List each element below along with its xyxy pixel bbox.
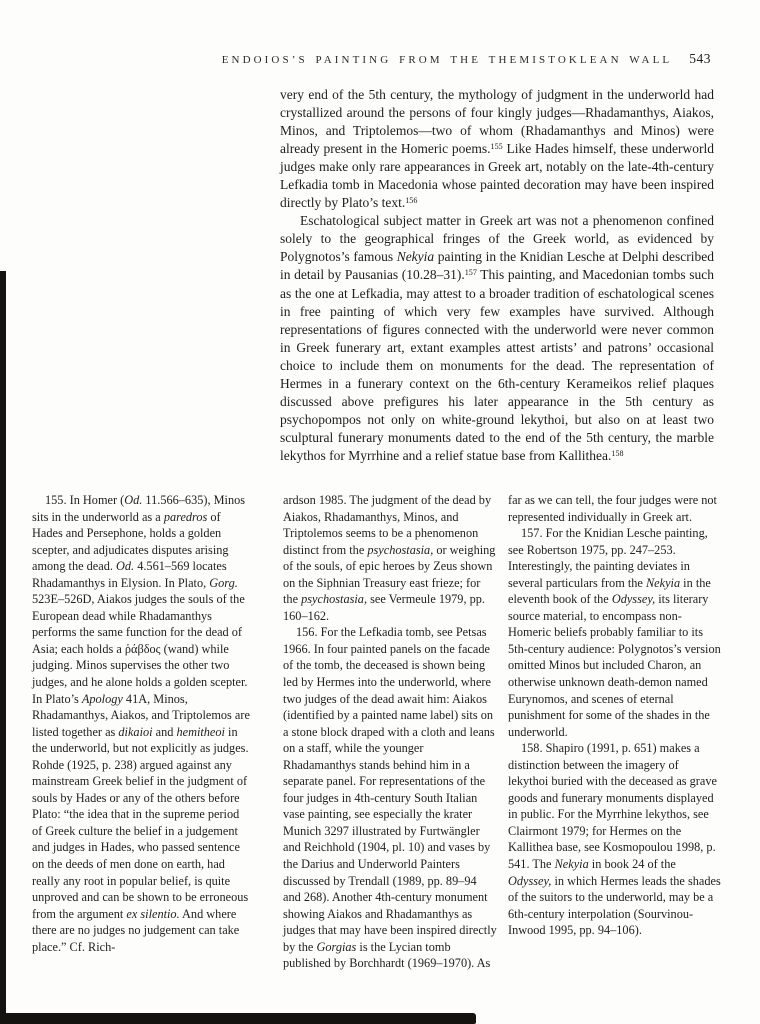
running-head [222, 51, 711, 67]
running-head-title: ENDOIOS’S PAINTING FROM THE THEMISTOKLEAN WALL [221, 54, 673, 66]
footnote-paragraph: far as we can tell, the four judges were not represented individually in Greek art. [508, 493, 717, 524]
page-number: 543 [689, 51, 711, 66]
scan-edge-left-bar [0, 271, 6, 1024]
body-paragraph: Eschatological subject matter in Greek art was not a phenomenon confined solely to the geographical fringes of the Greek world, as evidenced by Polygnotos’s famous Nekyia painting in the Knidian Lesche at Delphi described in detail by Pausanias (10.28–31).$^{157}$ This painting, and Macedonian tombs such as the one at Lefkadia, may attest to a broader tradition of eschatological scenes in free painting of which very few examples have survived. Although representations of figures connected with the underworld were never common in Greek funerary art, extant examples attest artists’ and patrons’ occasional choice to include them on monuments for the dead. The representation of Hermes in a funerary context on the 6th-century Kerameikos relief plaques discussed above prefigures his later appearance in the 5th century as psychopompos not only on white-ground lekythoi, but also on at least two sculptural funerary monuments dated to the end of the 5th century, the marble lekythos for Myrrhine and a relief statue base from Kallithea.$^{158}$ [280, 213, 715, 463]
footnote-column-1 [32, 492, 250, 972]
body-paragraph: very end of the 5th century, the mythology of judgment in the underworld had crystallized around the persons of four kingly judges—Rhadamanthys, Aiakos, Minos, and Triptolemos—two of whom (Rhadamanthys and Minos) were already present in the Homeric poems.$^{155}$ Like Hades himself, these underworld judges make only rare appearances in Greek art, notably on the late-4th-century Lefkadia tomb in Macedonia whose painted decoration may have been inspired directly by Plato’s text.$^{156}$ [280, 87, 714, 211]
footnotes-section [32, 492, 722, 972]
footnote-column-3 [508, 492, 722, 972]
body-text-column [280, 86, 714, 465]
footnote-paragraph: 157. For the Knidian Lesche painting, see Robertson 1975, pp. 247–253. Interestingly, the painting deviates in several particulars from the Nekyia in the eleventh book of the Odyssey, its literary source material, to encompass non-Homeric beliefs probably familiar to its 5th-century audience: Polygnotos’s version omitted Minos but included Charon, an otherwise unknown death-demon named Eurynomos, and scenes of eternal punishment for some of the shades in the underworld. [508, 526, 721, 739]
footnote-paragraph: 156. For the Lefkadia tomb, see Petsas 1966. In four painted panels on the facade of the tomb, the deceased is shown being led by Hermes into the underworld, where two judges of the dead await him: Aiakos (identified by a painted name label) sits on a stone block draped with a cloth and leans on a staff, while the younger Rhadamanthys stands behind him in a separate panel. For representations of the four judges in 4th-century South Italian vase painting, see especially the krater Munich 3297 illustrated by Furtwängler and Reichhold (1904, pl. 10) and vases by the Darius and Underworld Painters discussed by Trendall (1989, pp. 89–94 and 268). Another 4th-century monument showing Aiakos and Rhadamanthys as judges that may have been inspired directly by the Gorgias is the Lycian tomb published by Borchhardt (1969–1970). As [283, 625, 497, 971]
footnote-paragraph: 158. Shapiro (1991, p. 651) makes a distinction between the imagery of lekythoi buried with the deceased as grave goods and funerary monuments displayed in public. For the Myrrhine lekythos, see Clairmont 1979; for Hermes on the Kallithea base, see Kosmopoulou 1998, p. 541. The Nekyia in book 24 of the Odyssey, in which Hermes leads the shades of the suitors to the underworld, may be a 6th-century interpolation (Sourvinou-Inwood 1995, pp. 94–106). [508, 741, 721, 938]
footnote-paragraph: ardson 1985. The judgment of the dead by Aiakos, Rhadamanthys, Minos, and Triptolemos seems to be a phenomenon distinct from the psychostasia, or weighing of the souls, of epic heroes by Zeus shown on the Siphnian Treasury east frieze; for the psychostasia, see Vermeule 1979, pp. 160–162. [283, 493, 496, 623]
footnote-column-2 [283, 492, 497, 972]
footnote-paragraph: 155. In Homer (Od. 11.566–635), Minos sits in the underworld as a paredros of Hades and Persephone, holds a golden scepter, and adjudicates disputes arising among the dead. Od. 4.561–569 locates Rhadamanthys in Elysion. In Plato, Gorg. 523E–526D, Aiakos judges the souls of the European dead while Rhadamanthys performs the same function for the dead of Asia; each holds a ῥάβδος (wand) while judging. Minos supervises the other two judges, and he alone holds a golden scepter. In Plato’s Apology 41A, Minos, Rhadamanthys, Aiakos, and Triptolemos are listed together as dikaioi and hemitheoi in the underworld, but not explicitly as judges. Rohde (1925, p. 238) argued against any mainstream Greek belief in the judgment of souls by Hades or any of the others before Plato: “the idea that in the supreme period of Greek culture the belief in a judgement and judges in Hades, who passed sentence on the deeds of men done on earth, had really any root in popular belief, is quite unproved and can be shown to be erroneous from the argument ex silentio. And where there are no judges no judgement can take place.” Cf. Rich- [32, 493, 250, 954]
scan-edge-bottom-bar [0, 1013, 476, 1024]
